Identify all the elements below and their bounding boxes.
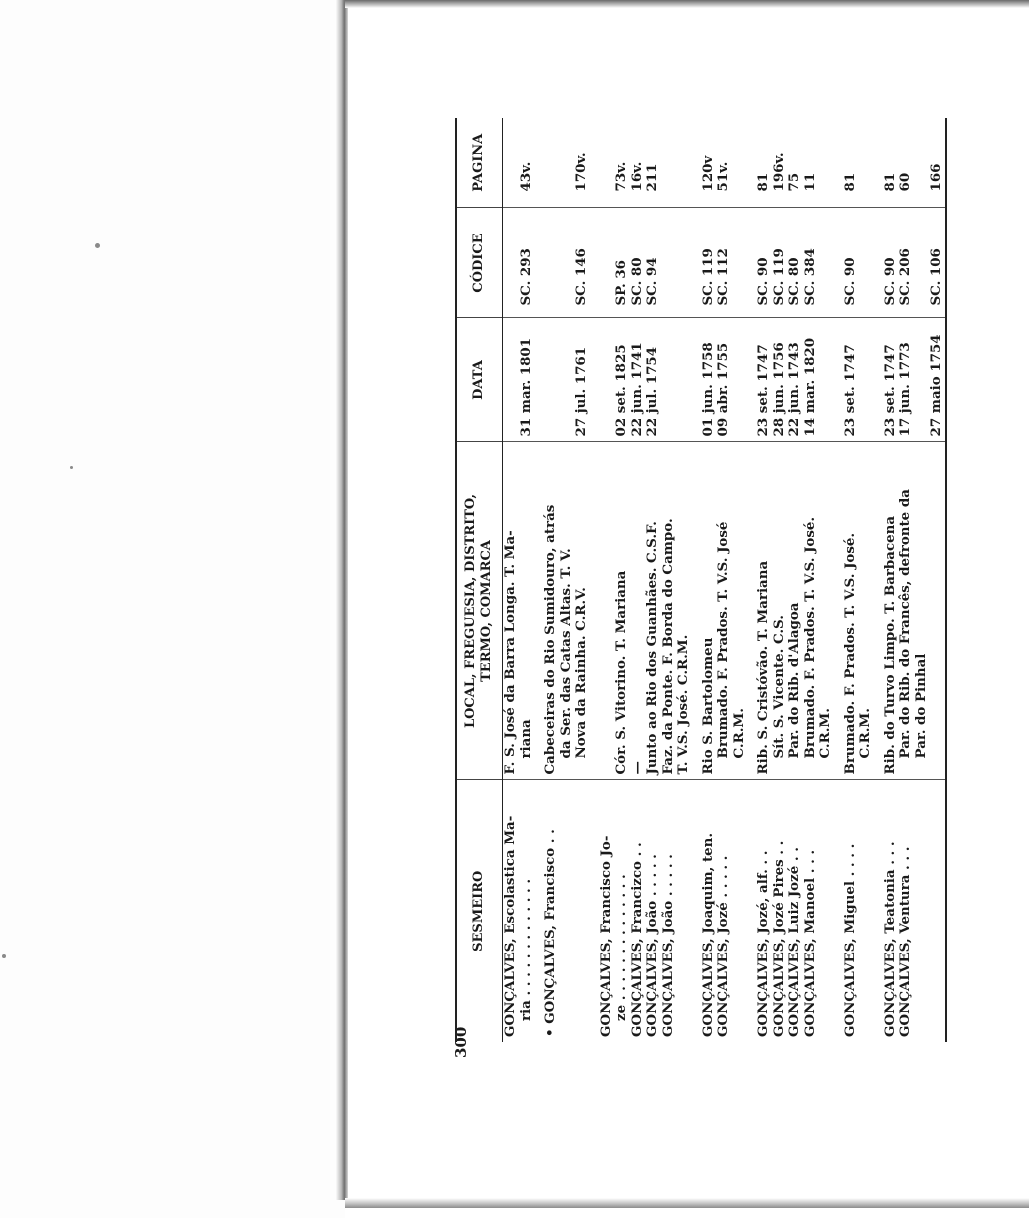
table-row xyxy=(834,118,874,1042)
pagina-line: 170v. xyxy=(573,152,589,192)
pagina-line: 81 xyxy=(755,172,771,192)
data-line: 31 mar. 1801 xyxy=(517,337,534,437)
data-line: 22 jun. 1741 xyxy=(628,342,645,437)
sesmeiro-line: GONÇALVES, Miguel . . . . xyxy=(841,843,858,1037)
local-cell xyxy=(590,442,692,780)
data-line: 02 set. 1825 xyxy=(613,344,629,437)
local-line: Par. do Pinhal xyxy=(912,653,929,759)
data-line xyxy=(599,324,615,437)
local-line: Par. do Rib. do Francês, defronte da xyxy=(897,489,913,759)
local-line: Junto ao Rio dos Guanhães. C.S.F. xyxy=(644,521,660,775)
pagina-line: 81 xyxy=(841,172,858,192)
pagina-line: 51v. xyxy=(715,161,731,192)
data-line: 27 jul. 1761 xyxy=(573,346,589,437)
codice-cell xyxy=(692,208,748,318)
sesmeiro-line: GONÇALVES, Escolastica Ma- xyxy=(502,815,518,1037)
rotated-table-block xyxy=(455,118,1015,1042)
codice-line: SC. 146 xyxy=(573,248,589,306)
sesmeiro-cell xyxy=(747,780,834,1042)
sesmeiro-cell xyxy=(534,780,590,1042)
page-bottom-edge xyxy=(345,1198,1029,1208)
codice-line xyxy=(559,214,575,306)
pagina-line: 60 xyxy=(897,172,913,192)
local-line: C.R.M. xyxy=(730,708,747,759)
local-line: riana xyxy=(517,719,534,759)
data-cell xyxy=(503,318,535,442)
pagina-cell xyxy=(834,118,874,208)
pagina-line xyxy=(543,123,559,192)
local-line: T. V.S. José. C.R.M. xyxy=(675,634,691,775)
paper-speck xyxy=(70,466,73,469)
paper-speck xyxy=(95,243,100,248)
table-row xyxy=(534,118,590,1042)
data-line: 23 set. 1747 xyxy=(841,344,858,437)
data-line xyxy=(914,324,930,437)
header-local xyxy=(456,442,503,780)
local-line: Rio S. Bartolomeu xyxy=(699,637,716,775)
pagina-line xyxy=(559,123,575,192)
local-line: — xyxy=(628,761,645,775)
sesmeiro-cell xyxy=(590,780,692,1042)
codice-line: SC. 94 xyxy=(644,257,660,306)
local-line: Brumado. F. Prados. T. V.S. José. xyxy=(841,532,858,775)
codice-cell xyxy=(747,208,834,318)
data-cell xyxy=(747,318,834,442)
local-line: C.R.M. xyxy=(857,708,873,759)
codice-cell xyxy=(534,208,590,318)
sesmeiro-line: GONÇALVES, Francisco Jo- xyxy=(597,835,614,1037)
pagina-line xyxy=(914,123,930,192)
local-cell xyxy=(503,442,535,780)
header-sesmeiro: SESMEIRO xyxy=(456,780,503,1042)
pagina-line: 75 xyxy=(786,172,802,192)
sesmeiro-line: GONÇALVES, Francizco . . xyxy=(628,842,645,1037)
data-line: 27 maio 1754 xyxy=(928,334,944,437)
codice-line: SC. 119 xyxy=(699,248,716,306)
pagina-cell xyxy=(692,118,748,208)
codice-line xyxy=(503,214,519,306)
sesmeiro-line: ria . . . . . . . . . . . . . xyxy=(517,878,534,1021)
local-line: Faz. da Ponte. F. Borda do Campo. xyxy=(659,518,676,775)
pagina-cell xyxy=(503,118,535,208)
codice-line: SC. 106 xyxy=(928,248,944,306)
pagina-line: 196v. xyxy=(770,152,787,192)
sesmeiro-line: GONÇALVES, Ventura . . . xyxy=(897,846,913,1037)
local-cell xyxy=(692,442,748,780)
local-line: Cabeceiras do Rio Sumidouro, atrás xyxy=(542,504,558,775)
data-line xyxy=(559,324,575,437)
data-cell xyxy=(692,318,748,442)
codice-cell xyxy=(503,208,535,318)
local-line: Rib. S. Cristóvão. T. Mariana xyxy=(755,560,771,775)
pagina-line: 16v. xyxy=(628,161,645,192)
pagina-line xyxy=(599,123,615,192)
local-line: da Ser. das Catas Altas. T. V. xyxy=(557,548,574,759)
data-line: 14 mar. 1820 xyxy=(801,337,818,437)
book-spine xyxy=(336,0,348,1200)
pagina-line: 211 xyxy=(644,163,660,192)
codice-line: SC. 90 xyxy=(881,257,898,306)
codice-line: SC. 293 xyxy=(517,248,534,306)
local-line: Cór. S. Vitorino. T. Mariana xyxy=(613,570,629,775)
table-row xyxy=(692,118,748,1042)
local-cell xyxy=(874,442,946,780)
pagina-cell xyxy=(874,118,946,208)
local-line: F. S. José da Barra Longa. T. Ma- xyxy=(502,530,518,775)
sesmeiro-line: GONÇALVES, Jozé, alf. . . xyxy=(755,850,771,1037)
data-cell xyxy=(590,318,692,442)
pagina-line: 11 xyxy=(801,172,818,192)
data-cell xyxy=(834,318,874,442)
sesmeiro-line: GONÇALVES, Joaquim, ten. xyxy=(699,832,716,1037)
codice-line: SC. 119 xyxy=(770,248,787,306)
sesmeiro-line: GONÇALVES, Teatonia . . . xyxy=(881,841,898,1037)
pagina-cell xyxy=(590,118,692,208)
data-cell xyxy=(534,318,590,442)
codice-cell xyxy=(834,208,874,318)
codice-line: SC. 206 xyxy=(897,248,913,306)
data-line: 01 jun. 1758 xyxy=(699,342,716,437)
sesmeiro-line: GONÇALVES, Jozé . . . . . xyxy=(715,855,731,1037)
sesmarias-table xyxy=(455,118,947,1042)
codice-line: SC. 80 xyxy=(628,257,645,306)
page-number: 300 xyxy=(452,1026,470,1058)
table-row xyxy=(503,118,535,1042)
data-line: 22 jul. 1754 xyxy=(644,346,660,437)
codice-line: SC. 384 xyxy=(801,248,818,306)
header-codice: CÓDICE xyxy=(456,208,503,318)
data-line xyxy=(543,324,559,437)
header-pagina: PAGINA xyxy=(456,118,503,208)
pagina-line: 73v. xyxy=(613,161,629,192)
codice-line xyxy=(599,214,615,306)
local-line: Brumado. F. Prados. T. V.S. José. xyxy=(801,516,818,759)
page-top-edge xyxy=(345,0,1029,8)
sesmeiro-cell xyxy=(834,780,874,1042)
local-line: Nova da Rainha. C.R.V. xyxy=(573,587,589,759)
table-row xyxy=(590,118,692,1042)
pagina-line: 81 xyxy=(881,172,898,192)
data-line: 09 abr. 1755 xyxy=(715,342,731,437)
local-cell xyxy=(834,442,874,780)
codice-line xyxy=(914,214,930,306)
local-line: Rib. do Turvo Limpo. T. Barbacena xyxy=(881,515,898,775)
codice-cell xyxy=(590,208,692,318)
sesmeiro-line: GONÇALVES, Jozé Pires . . xyxy=(770,840,787,1037)
local-line xyxy=(599,448,615,775)
data-line: 23 set. 1747 xyxy=(755,344,771,437)
local-line: Sít. S. Vicente. C.S. xyxy=(770,615,787,759)
table-body xyxy=(503,118,946,1042)
codice-line: SP. 36 xyxy=(613,260,629,306)
pagina-line: 43v. xyxy=(517,161,534,192)
sesmeiro-line: ze . . . . . . . . . . . . . . xyxy=(613,874,629,1021)
local-line: Par. do Rib. d'Alagoa xyxy=(786,602,802,759)
sesmeiro-cell xyxy=(874,780,946,1042)
sesmeiro-line: • GONÇALVES, Francisco . . xyxy=(542,829,558,1037)
local-cell xyxy=(534,442,590,780)
codice-line xyxy=(543,214,559,306)
header-local-line1: LOCAL, FREGUESIA, DISTRITO, xyxy=(463,493,478,729)
local-line: C.R.M. xyxy=(817,708,833,759)
sesmeiro-line: GONÇALVES, Manoel . . . xyxy=(801,849,818,1037)
pagina-cell xyxy=(747,118,834,208)
codice-line: SC. 90 xyxy=(755,257,771,306)
table-row xyxy=(874,118,946,1042)
data-line: 28 jun. 1756 xyxy=(770,342,787,437)
codice-cell xyxy=(874,208,946,318)
sesmeiro-cell xyxy=(503,780,535,1042)
sesmeiro-line: GONÇALVES, João . . . . . xyxy=(659,854,676,1037)
sesmeiro-line: GONÇALVES, João . . . . . xyxy=(644,854,660,1037)
pagina-cell xyxy=(534,118,590,208)
header-row xyxy=(456,118,503,1042)
data-line: 17 jun. 1773 xyxy=(897,342,913,437)
facing-blank-page xyxy=(0,0,345,1218)
local-cell xyxy=(747,442,834,780)
codice-line: SC. 90 xyxy=(841,257,858,306)
sesmeiro-cell xyxy=(692,780,748,1042)
pagina-line: 120v xyxy=(699,155,716,192)
header-data: DATA xyxy=(456,318,503,442)
data-line: 22 jun. 1743 xyxy=(786,342,802,437)
header-local-line2: TERMO, COMARCA xyxy=(478,540,494,682)
codice-line: SC. 80 xyxy=(786,257,802,306)
sesmeiro-line: GONÇALVES, Luiz Jozé . . xyxy=(786,847,802,1037)
data-line xyxy=(503,324,519,437)
codice-line: SC. 112 xyxy=(715,248,731,306)
local-line: Brumado. F. Prados. T. V.S. José xyxy=(715,521,731,759)
table-row xyxy=(747,118,834,1042)
pagina-line: 166 xyxy=(928,163,944,192)
paper-speck xyxy=(2,954,6,958)
data-cell xyxy=(874,318,946,442)
data-line: 23 set. 1747 xyxy=(881,344,898,437)
pagina-line xyxy=(503,123,519,192)
